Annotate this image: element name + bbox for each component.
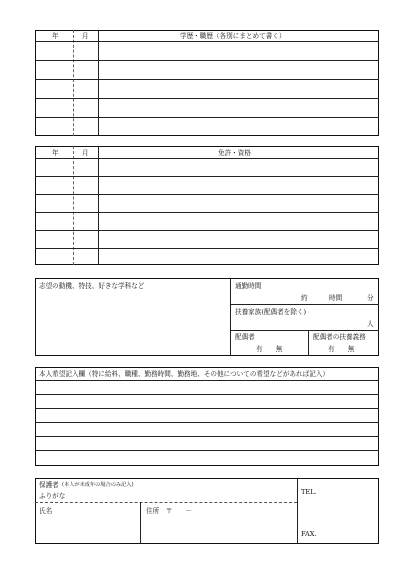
education-row-line xyxy=(35,79,379,80)
education-row-line xyxy=(35,60,379,61)
guardian-tel-label: TEL. xyxy=(301,488,317,496)
guardian-contact-divider xyxy=(297,478,298,544)
guardian-furigana-line xyxy=(35,502,297,503)
education-year-divider xyxy=(73,30,74,136)
wishes-row-line xyxy=(35,450,379,451)
motivation-label: 志望の動機、特技、好きな学科など xyxy=(39,282,145,290)
education-table xyxy=(35,30,379,136)
spouse-label: 配偶者 xyxy=(235,333,255,341)
guardian-name-divider xyxy=(140,502,141,544)
wishes-row-line xyxy=(35,394,379,395)
education-month-header: 月 xyxy=(82,32,89,40)
wishes-row-line xyxy=(35,408,379,409)
licenses-year-header: 年 xyxy=(52,149,59,157)
dependents-unit: 人 xyxy=(367,320,374,328)
wishes-row-line xyxy=(35,422,379,423)
licenses-row-line xyxy=(35,212,379,213)
education-content-header: 学歴・職歴（各別にまとめて書く） xyxy=(180,32,286,40)
education-header-line xyxy=(35,41,379,42)
licenses-row-line xyxy=(35,176,379,177)
guardian-label: 保護者 xyxy=(39,481,59,489)
education-row-line xyxy=(35,117,379,118)
motivation-right-divider xyxy=(230,278,231,356)
wishes-row-line xyxy=(35,436,379,437)
licenses-header-line xyxy=(35,158,379,159)
commute-label: 通勤時間 xyxy=(235,282,262,290)
education-month-divider xyxy=(98,30,99,136)
guardian-furigana-label: ふりがな xyxy=(39,492,66,500)
licenses-row-line xyxy=(35,248,379,249)
wishes-header-line xyxy=(35,380,379,381)
licenses-month-header: 月 xyxy=(82,149,89,157)
spouse-value: 有 無 xyxy=(256,345,283,353)
licenses-row-line xyxy=(35,230,379,231)
guardian-address-label: 住所 〒 － xyxy=(146,507,193,515)
licenses-row-line xyxy=(35,194,379,195)
spouse-support-value: 有 無 xyxy=(328,345,355,353)
wishes-block xyxy=(35,367,379,466)
guardian-name-label: 氏名 xyxy=(39,507,53,515)
guardian-fax-label: FAX. xyxy=(301,530,317,538)
licenses-content-header: 免許・資格 xyxy=(218,149,251,157)
education-year-header: 年 xyxy=(52,32,59,40)
commute-minutes: 分 xyxy=(367,294,374,302)
education-row-line xyxy=(35,98,379,99)
commute-approx: 約 xyxy=(301,294,308,302)
spouse-divider xyxy=(308,330,309,356)
commute-bottom-line xyxy=(230,304,379,305)
commute-hours: 時間 xyxy=(329,294,343,302)
guardian-note: (本人が未成年の場合のみ記入) xyxy=(62,482,134,488)
dependents-bottom-line xyxy=(230,330,379,331)
dependents-label: 扶養家族(配偶者を除く) xyxy=(235,308,307,316)
spouse-support-label: 配偶者の扶養義務 xyxy=(313,333,366,341)
wishes-label: 本人希望記入欄（特に給料、職種、勤務時間、勤務地、その他についての希望などがあれば記入） xyxy=(39,370,329,378)
